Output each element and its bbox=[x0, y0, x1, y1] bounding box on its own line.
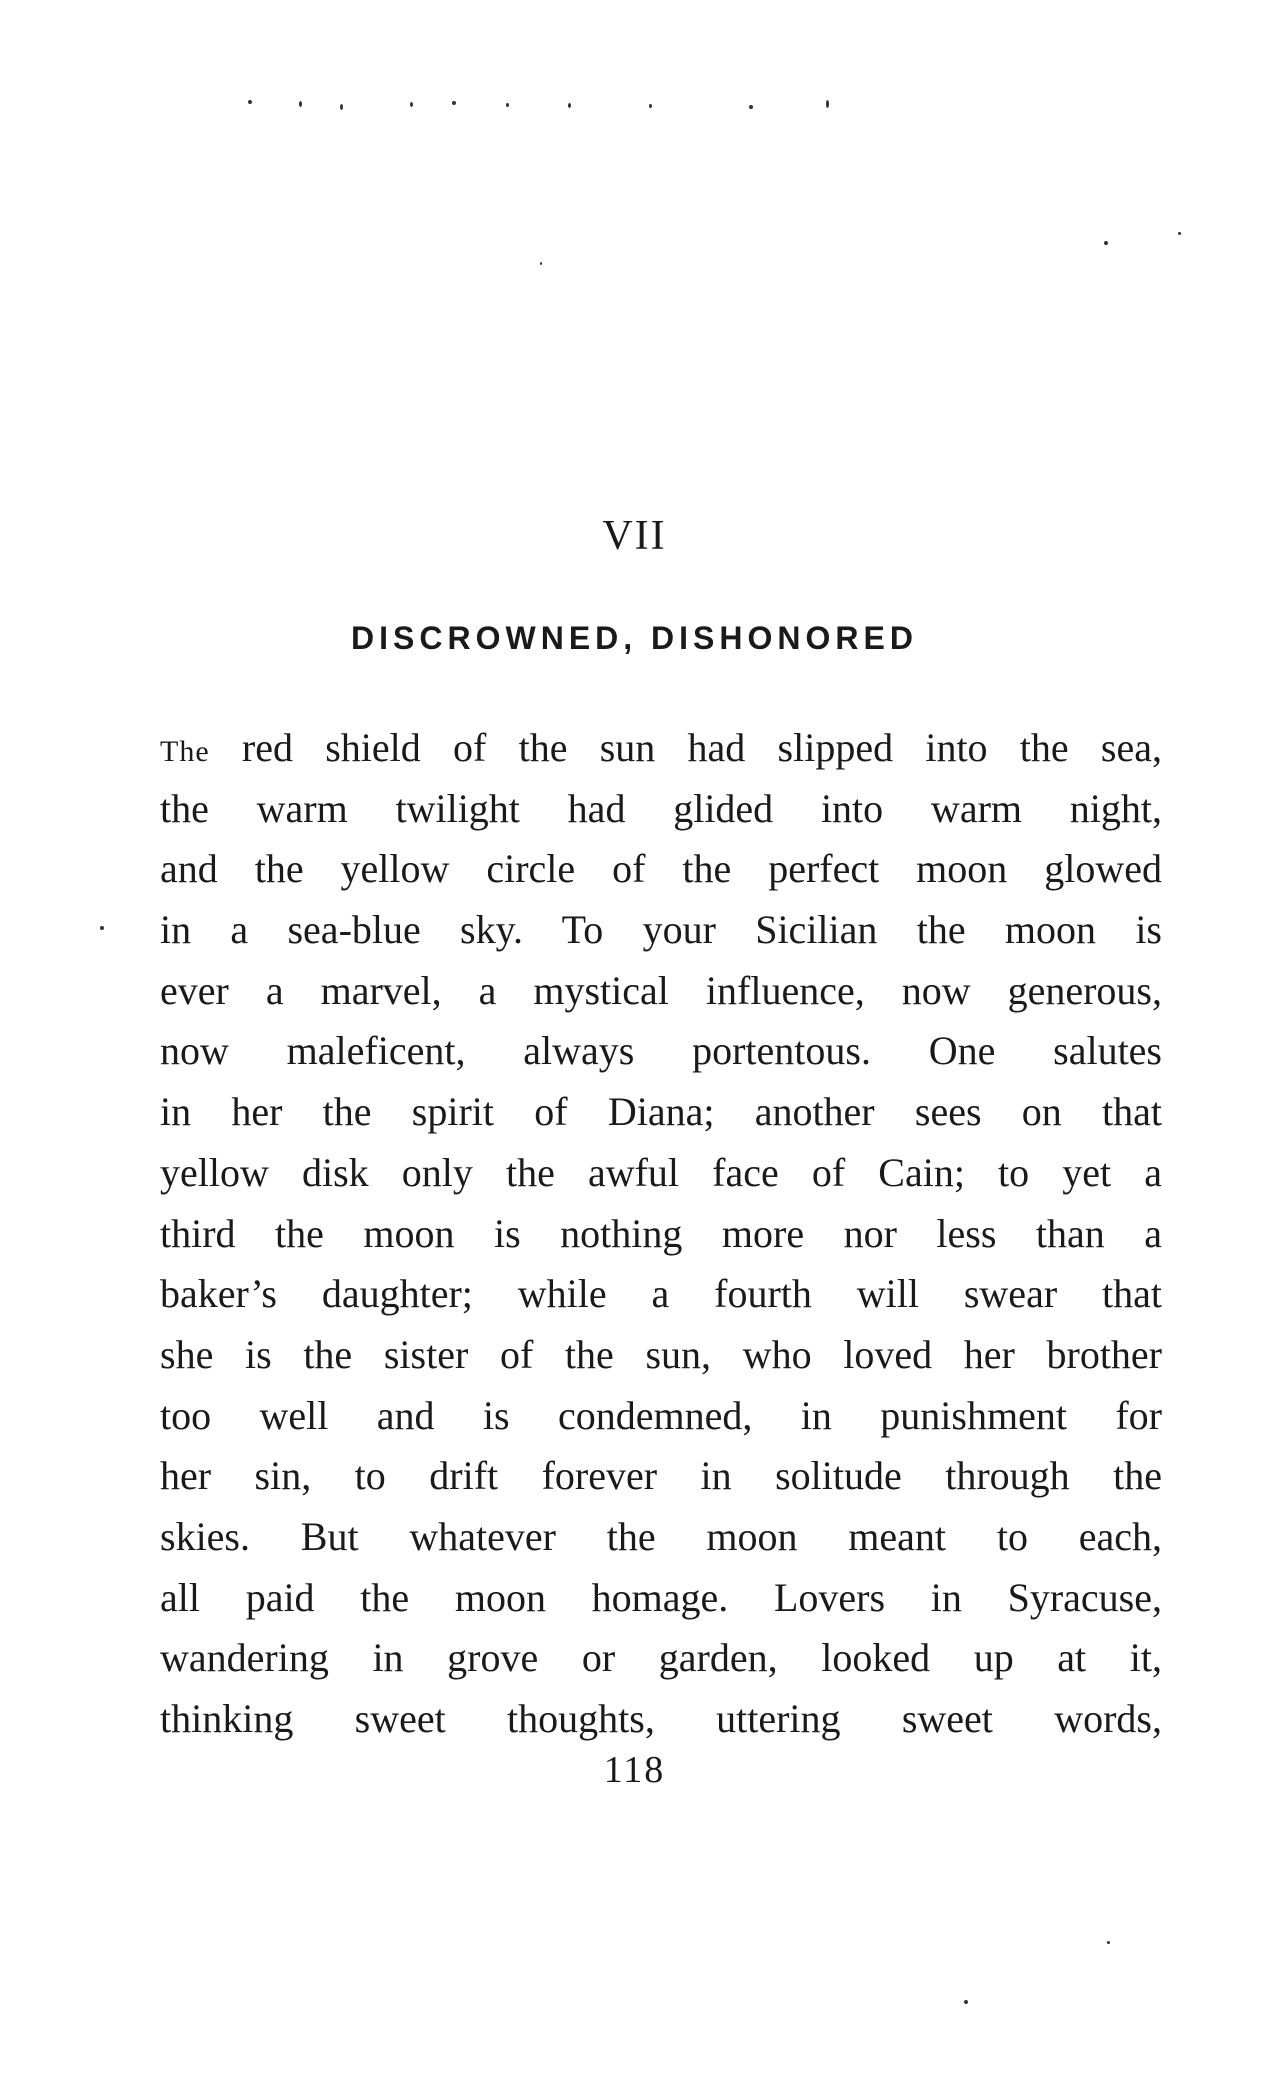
text-line: ever a marvel, a mystical influence, now generous, bbox=[160, 967, 1162, 1013]
scan-speck bbox=[1107, 1941, 1110, 1944]
text-line: and the yellow circle of the perfect moon glowed bbox=[160, 846, 1162, 892]
scan-speck bbox=[506, 103, 509, 107]
text-line-content: red shield of the sun had slipped into the sea, bbox=[209, 725, 1162, 770]
text-line: in a sea-blue sky. To your Sicilian the moon is bbox=[160, 907, 1162, 953]
scan-speck bbox=[452, 101, 456, 105]
scan-speck bbox=[340, 104, 343, 110]
small-caps-opening-word: The bbox=[160, 735, 210, 768]
text-line: all paid the moon homage. Lovers in Syracuse, bbox=[160, 1574, 1162, 1620]
text-line: thinking sweet thoughts, uttering sweet words, bbox=[160, 1696, 1162, 1741]
page-number: 118 bbox=[603, 1749, 666, 1791]
text-line: wandering in grove or garden, looked up at it, bbox=[160, 1635, 1162, 1681]
scan-speck bbox=[299, 101, 302, 107]
text-line: now maleficent, always portentous. One salutes bbox=[160, 1028, 1162, 1074]
text-line: her sin, to drift forever in solitude through the bbox=[160, 1453, 1162, 1499]
text-line: third the moon is nothing more nor less than a bbox=[160, 1210, 1162, 1256]
scan-speck bbox=[100, 926, 104, 930]
body-paragraph bbox=[160, 718, 1162, 1750]
text-line: the warm twilight had glided into warm night, bbox=[160, 785, 1162, 831]
scan-speck bbox=[540, 262, 542, 265]
scan-speck bbox=[410, 102, 413, 107]
text-line bbox=[160, 718, 1162, 779]
text-line: skies. But whatever the moon meant to each, bbox=[160, 1513, 1162, 1559]
scan-speck bbox=[964, 2000, 968, 2004]
scan-speck bbox=[248, 100, 252, 104]
scan-speck bbox=[649, 104, 652, 108]
text-line: yellow disk only the awful face of Cain; to yet a bbox=[160, 1149, 1162, 1195]
chapter-number: VII bbox=[602, 513, 667, 559]
scan-speck bbox=[826, 100, 829, 108]
scan-speck bbox=[1178, 232, 1181, 235]
text-line: she is the sister of the sun, who loved her brother bbox=[160, 1331, 1162, 1377]
text-line: too well and is condemned, in punishment for bbox=[160, 1392, 1162, 1438]
text-line: baker’s daughter; while a fourth will swear that bbox=[160, 1271, 1162, 1317]
text-line: in her the spirit of Diana; another sees on that bbox=[160, 1089, 1162, 1135]
scan-speck bbox=[749, 105, 753, 109]
scan-speck bbox=[1104, 241, 1108, 245]
chapter-title: DISCROWNED, DISHONORED bbox=[351, 620, 918, 656]
scan-speck bbox=[568, 103, 571, 108]
